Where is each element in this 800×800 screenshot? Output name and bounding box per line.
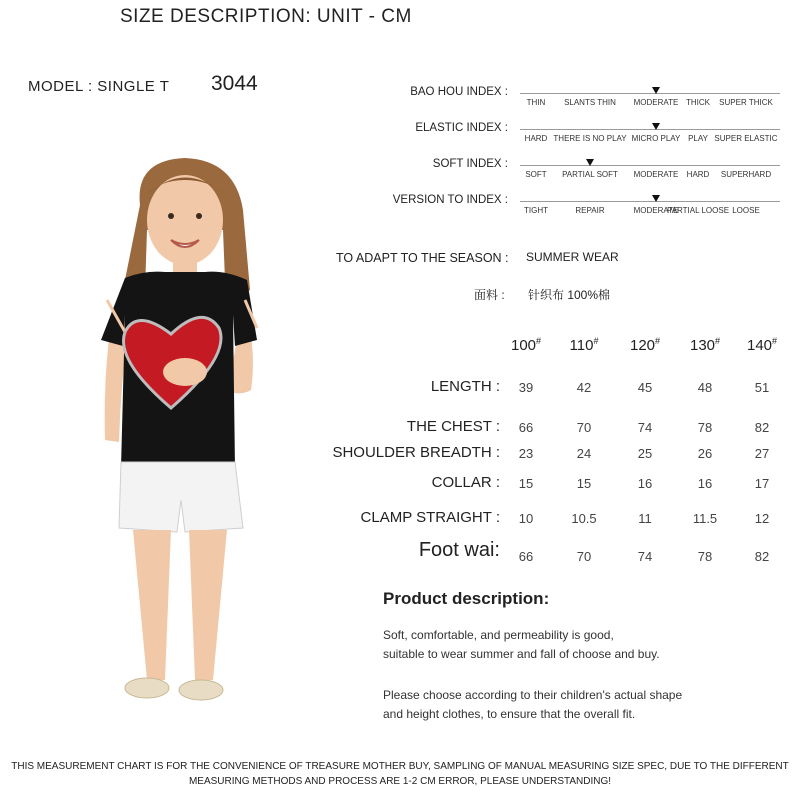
scale-option: LOOSE [732, 206, 760, 215]
row-label: LENGTH : [430, 378, 500, 395]
table-cell: 16 [697, 476, 713, 491]
table-cell: 70 [576, 549, 592, 564]
scale-option: MODERATE [633, 98, 679, 107]
season-label: TO ADAPT TO THE SEASON : [336, 251, 509, 265]
face-shape [147, 175, 223, 265]
scale-option: MODERATE [633, 170, 679, 179]
row-label: SHOULDER BREADTH : [332, 444, 500, 461]
row-label: CLAMP STRAIGHT : [360, 509, 500, 526]
scale-option: SUPER ELASTIC [714, 134, 778, 143]
season-value: SUMMER WEAR [526, 250, 619, 264]
table-cell: 26 [697, 446, 713, 461]
row-label: THE CHEST : [406, 418, 500, 435]
table-cell: 51 [754, 380, 770, 395]
table-cell: 27 [754, 446, 770, 461]
product-description-para2 [383, 686, 682, 724]
model-label: MODEL : SINGLE T [28, 78, 170, 95]
scale-marker-icon [652, 87, 660, 94]
para2-line: Please choose according to their children's actual shape [383, 688, 683, 702]
size-mark: # [772, 336, 778, 346]
table-cell: 78 [697, 549, 713, 564]
size-mark: # [536, 336, 542, 346]
size-header [747, 336, 777, 354]
page-title: SIZE DESCRIPTION: UNIT - CM [120, 6, 412, 27]
scale-option: MICRO PLAY [631, 134, 681, 143]
scale-option: REPAIR [575, 206, 605, 215]
fabric-label: 面料 : [474, 288, 505, 302]
product-description-title: Product description: [383, 589, 550, 608]
scale-option: SUPER THICK [719, 98, 773, 107]
table-cell: 82 [754, 420, 770, 435]
scale-option: THICK [686, 98, 710, 107]
table-cell: 66 [518, 420, 534, 435]
scale-option: HARD [686, 170, 710, 179]
index-scale [520, 160, 780, 182]
model-number: 3044 [211, 72, 258, 95]
right-shoe-shape [179, 680, 223, 700]
scale-option: TIGHT [524, 206, 548, 215]
scale-marker-icon [652, 195, 660, 202]
size-header [630, 336, 660, 354]
scale-option: SUPERHARD [720, 170, 772, 179]
table-cell: 12 [754, 511, 770, 526]
index-scale [520, 88, 780, 110]
footnote: THIS MEASUREMENT CHART IS FOR THE CONVENIENCE OF TREASURE MOTHER BUY, SAMPLING OF MANUAL MEASURING SIZE SPEC, DUE TO THE DIFFERENT MEASURING METHODS AND PROCESS ARE 1-2 CM ERROR, PLEASE UNDERSTANDING! [11, 761, 789, 787]
scale-marker-icon [652, 123, 660, 130]
size-header [690, 336, 720, 354]
table-cell: 45 [637, 380, 653, 395]
table-cell: 11.5 [692, 511, 718, 526]
table-cell: 17 [754, 476, 770, 491]
size-value: 120 [629, 337, 656, 354]
table-cell: 78 [697, 420, 713, 435]
table-cell: 66 [518, 549, 534, 564]
table-cell: 11 [638, 511, 652, 526]
scale-option: PARTIAL SOFT [562, 170, 618, 179]
table-cell: 39 [518, 380, 534, 395]
table-cell: 24 [576, 446, 592, 461]
size-mark: # [593, 336, 599, 346]
index-label: BAO HOU INDEX : [410, 86, 508, 98]
size-value: 130 [689, 337, 716, 354]
scale-line [520, 201, 780, 202]
fabric-value: 针织布 100%棉 [528, 288, 611, 302]
scale-option: MODERATE [633, 206, 679, 215]
scale-option: THERE IS NO PLAY [553, 134, 627, 143]
scale-option: PARTIAL LOOSE [666, 206, 730, 215]
table-cell: 16 [637, 476, 653, 491]
scale-line [520, 129, 780, 130]
scale-marker-icon [586, 159, 594, 166]
table-cell: 74 [637, 549, 653, 564]
product-photo [85, 150, 285, 720]
index-label: VERSION TO INDEX : [392, 194, 508, 206]
para1-line: suitable to wear summer and fall of choose and buy. [383, 647, 660, 661]
size-value: 110 [569, 337, 594, 354]
shorts-shape [119, 462, 243, 532]
table-cell: 70 [576, 420, 592, 435]
table-cell: 25 [637, 446, 653, 461]
scale-line [520, 165, 780, 166]
size-value: 100 [510, 337, 537, 354]
size-mark: # [655, 336, 661, 346]
index-scale [520, 196, 780, 218]
table-cell: 42 [576, 380, 592, 395]
scale-line [520, 93, 780, 94]
product-description-para1 [383, 626, 660, 664]
table-cell: 74 [637, 420, 653, 435]
scale-option: THIN [526, 98, 546, 107]
table-cell: 23 [518, 446, 534, 461]
index-label: ELASTIC INDEX : [415, 122, 508, 134]
table-cell: 10 [518, 511, 534, 526]
para1-line: Soft, comfortable, and permeability is good, [383, 628, 614, 642]
row-label: Foot wai: [418, 539, 500, 561]
table-cell: 10.5 [571, 511, 597, 526]
row-label: COLLAR : [431, 474, 500, 491]
scale-option: SLANTS THIN [564, 98, 616, 107]
scale-option: PLAY [688, 134, 708, 143]
para2-line: and height clothes, to ensure that the overall fit. [383, 707, 636, 721]
table-cell: 15 [576, 476, 592, 491]
scale-option: HARD [524, 134, 548, 143]
table-cell: 48 [697, 380, 713, 395]
index-label: SOFT INDEX : [432, 158, 508, 170]
table-cell: 15 [518, 476, 534, 491]
size-value: 140 [746, 337, 773, 354]
size-header [570, 336, 599, 354]
index-scale [520, 124, 780, 146]
size-header [511, 336, 541, 354]
table-cell: 82 [754, 549, 770, 564]
size-mark: # [715, 336, 721, 346]
scale-option: SOFT [525, 170, 547, 179]
left-shoe-shape [125, 678, 169, 698]
